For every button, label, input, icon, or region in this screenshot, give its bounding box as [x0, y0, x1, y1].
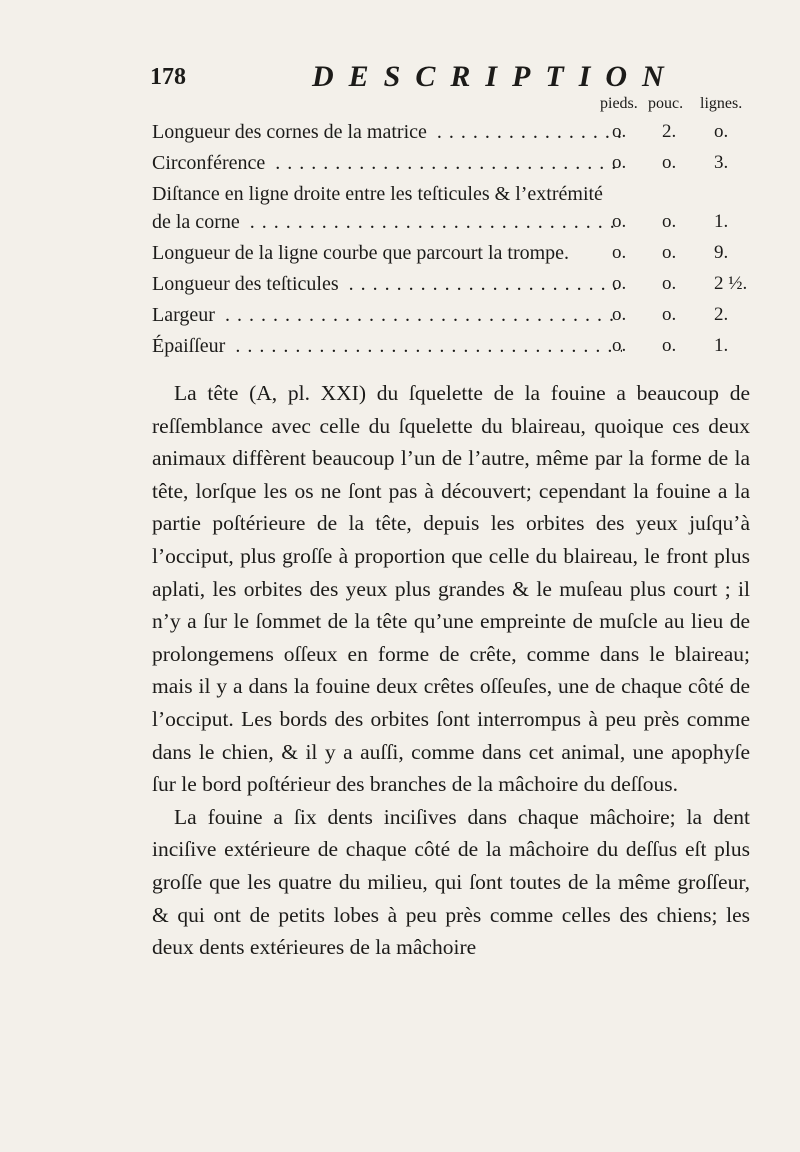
value-feet: o.: [612, 152, 627, 173]
value-feet: o.: [612, 304, 627, 325]
measurement-label: Diſtance en ligne droite entre les teſticules & l’extrémité: [152, 183, 603, 205]
paragraph: La fouine a ſix dents inciſives dans chaque mâchoire; la dent inciſive extérieure de chaque côté de la mâchoire du deſſus eſt plus groſſe que les quatre du milieu, qui ſont toutes de la même groſſeur, & qui ont de petits lobes à peu près comme celles des chiens; les deux dents extérieures de la mâchoire: [152, 804, 750, 960]
measurement-column-headers: [600, 95, 770, 117]
value-inches: o.: [662, 211, 677, 232]
value-lines: o.: [714, 121, 729, 142]
column-header-inches: pouc.: [648, 95, 684, 112]
measurement-row: [152, 301, 752, 329]
running-title: DESCRIPTION: [312, 60, 679, 93]
value-feet: o.: [612, 335, 627, 356]
measurement-row: [152, 332, 752, 360]
value-feet: o.: [612, 121, 627, 142]
body-text: [152, 377, 750, 964]
value-inches: 2.: [662, 121, 677, 142]
column-header-lines: lignes.: [700, 95, 743, 112]
value-lines: 1.: [714, 211, 729, 232]
measurement-row: [152, 118, 752, 146]
value-feet: o.: [612, 211, 627, 232]
value-lines: 1.: [714, 335, 729, 356]
measurement-label: Longueur de la ligne courbe que parcourt la trompe.: [152, 242, 573, 264]
measurement-label: Longueur des teſticules: [152, 273, 343, 295]
value-lines: 2.: [714, 304, 729, 325]
value-inches: o.: [662, 335, 677, 356]
value-inches: o.: [662, 152, 677, 173]
value-feet: o.: [612, 273, 627, 294]
value-inches: o.: [662, 273, 677, 294]
measurement-label: Circonférence: [152, 152, 269, 174]
measurement-label: Longueur des cornes de la matrice: [152, 121, 431, 143]
measurement-row: [152, 270, 752, 298]
value-feet: o.: [612, 242, 627, 263]
value-lines: 2 ½.: [714, 273, 748, 294]
measurement-row: [152, 149, 752, 177]
measurement-row: [152, 239, 752, 267]
measurement-label: Largeur: [152, 304, 219, 326]
measurement-label: Épaiſſeur: [152, 335, 229, 357]
value-lines: 3.: [714, 152, 729, 173]
page-header: [150, 60, 750, 100]
paragraph: La tête (A, pl. XXI) du ſquelette de la fouine a beaucoup de reſſemblance avec celle du ſquelette du blaireau, quoique ces deux animaux diffèrent beaucoup l’un de l’autre, même par la forme de la tête, lorſque les os ne ſont pas à découvert; cependant la fouine a la partie poſtérieure de la tête, depuis les orbites des yeux juſqu’à l’occiput, plus groſſe à proportion que celle du blaireau, le front plus aplati, les orbites des yeux plus grandes & le muſeau plus court ; il n’y a ſur le ſommet de la tête qu’une empreinte de muſcle au lieu de prolongemens oſſeux en forme de crête, comme dans le blaireau; mais il y a dans la fouine deux crêtes oſſeuſes, une de chaque côté de l’occiput. Les bords des orbites ſont interrompus à peu près comme dans le chien, & il y a auſſi, comme dans cet animal, une apophyſe ſur le bord poſtérieur des branches de la mâchoire du deſſous.: [152, 381, 750, 797]
measurement-row: [152, 180, 752, 236]
column-header-feet: pieds.: [600, 95, 638, 112]
measurement-label-continued: de la corne: [152, 211, 244, 233]
value-inches: o.: [662, 304, 677, 325]
page-number: 178: [150, 64, 186, 90]
value-lines: 9.: [714, 242, 729, 263]
value-inches: o.: [662, 242, 677, 263]
measurement-table: [152, 118, 752, 363]
